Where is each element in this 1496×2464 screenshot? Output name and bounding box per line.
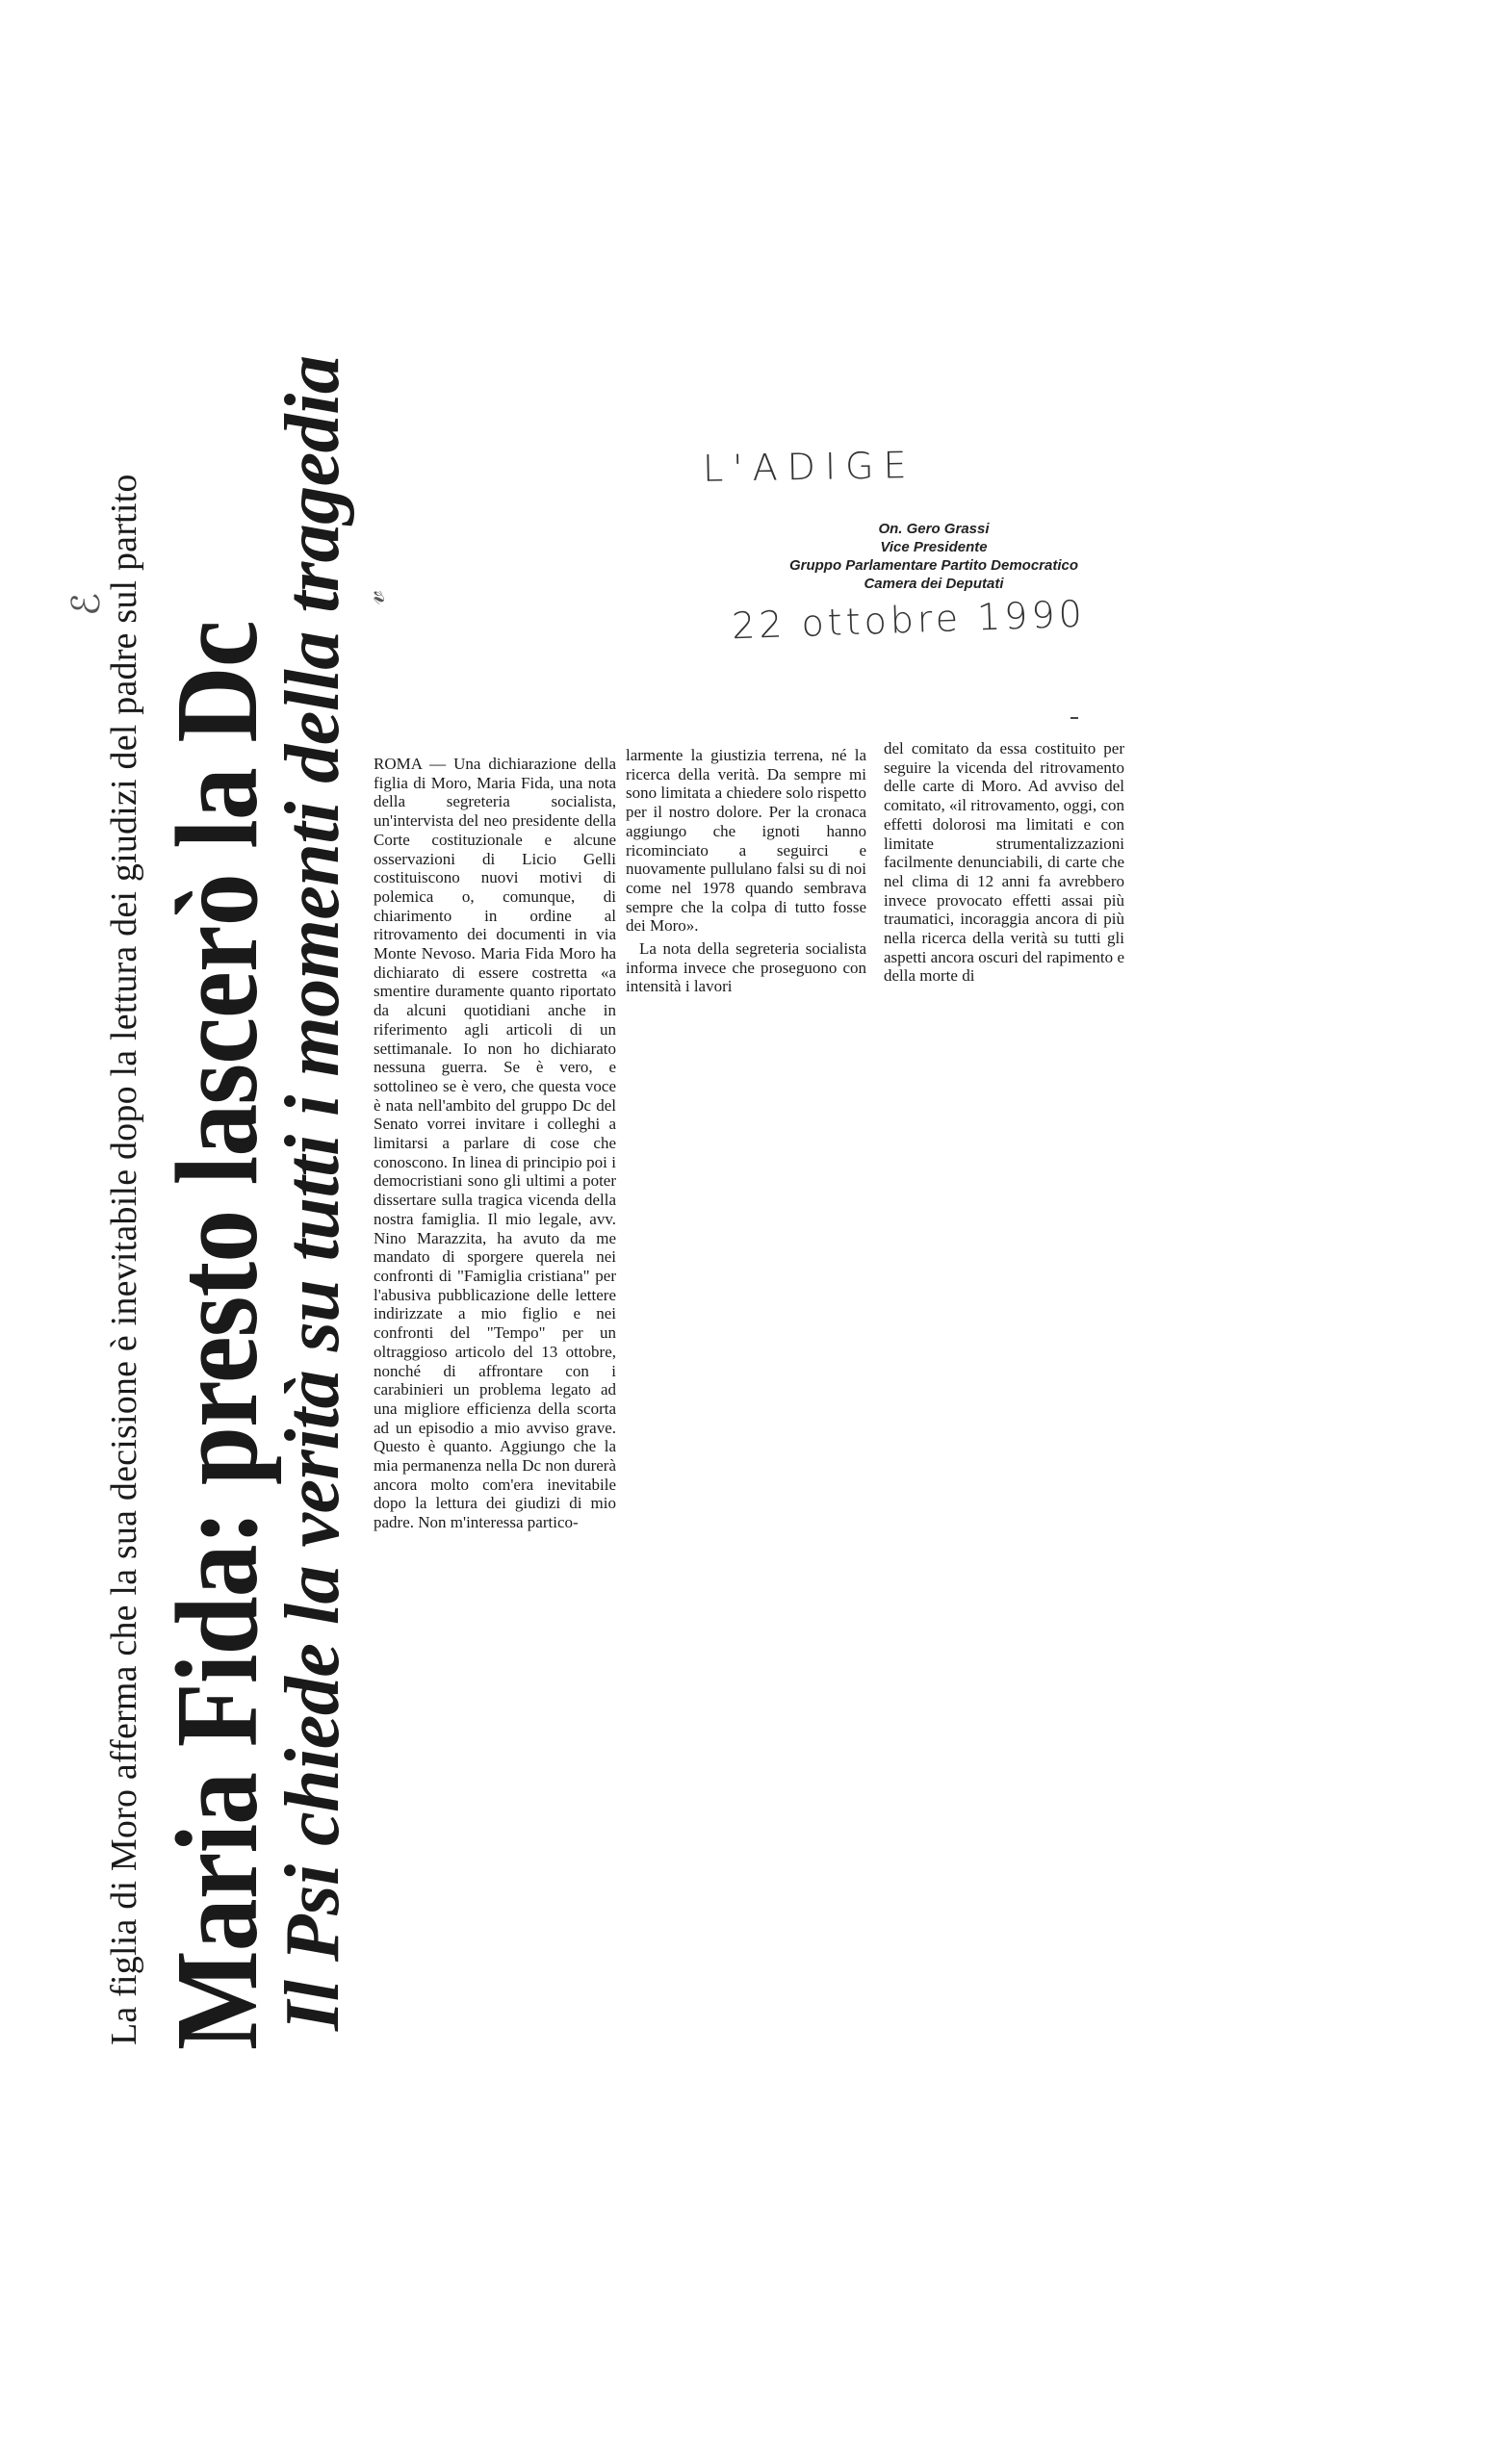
article-subheadline: Il Psi chiede la verità su tutti i momenti della tragedia	[271, 355, 355, 2031]
article-kicker: La figlia di Moro afferma che la sua decisione è inevitabile dopo la lettura dei giudizi del padre sul partito	[104, 474, 144, 2045]
article-column-3	[884, 739, 1124, 989]
deputy-stamp	[761, 520, 1107, 593]
stamp-group: Gruppo Parlamentare Partito Democratico	[788, 557, 1079, 574]
article-column-2	[626, 746, 866, 1000]
column-1-paragraph-1: ROMA — Una dichiarazione della figlia di Moro, Maria Fida, una nota della segreteria socialista, un'intervista del neo presidente della Corte costituzionale e alcune osservazioni di Licio Gelli costituiscono nuovi motivi di polemica o, comunque, di chiarimento in ordine al ritrovamento dei documenti in via Monte Nevoso. Maria Fida Moro ha dichiarato di essere costretta «a smentire duramente quanto riportato da alcuni quotidiani anche in riferimento agli articoli di un settimanale. Io non ho dichiarato nessuna guerra. Se è vero, e sottolineo se è vero, che questa voce è nata nell'ambito del gruppo Dc del Senato vorrei invitare i colleghi a limitarsi a parlare di cose che conoscono. In linea di principio poi i democristiani sono gli ultimi a poter dissertare sulla tragica vicenda della nostra famiglia. Il mio legale, avv. Nino Marazzita, ha avuto da me mandato di sporgere querela nei confronti di "Famiglia cristiana" per l'abusiva pubblicazione delle lettere indirizzate a mio figlio e nei confronti del "Tempo" per un oltraggioso articolo del 13 ottobre, nonché di affrontare con i carabinieri un problema legato ad una migliore efficienza della scorta ad un episodio a mio avviso grave. Questo è quanto. Aggiungo che la mia permanenza nella Dc non durerà ancora molto com'era inevitabile dopo la lettura dei giudizi di mio padre. Non m'interessa partico-	[374, 755, 616, 1532]
column-2-paragraph-1: larmente la giustizia terrena, né la ricerca della verità. Da sempre mi sono limitata a chiedere solo rispetto per il nostro dolore. Per la cronaca aggiungo che ignoti hanno ricominciato a seguirci e nuovamente pullulano falsi su di noi come nel 1978 quando sembrava sempre che la colpa di tutto fosse dei Moro».	[626, 746, 866, 936]
column-3-paragraph-1: del comitato da essa costituito per seguire la vicenda del ritrovamento delle carte di Moro. Ad avviso del comitato, «il ritrovamento, oggi, con effetti dolorosi ma limitati e con limitate strumentalizzazioni facilmente denunciabili, di carte che nel clima di 12 anni fa avrebbero invece provocato effetti assai più traumatici, incoraggia ancora di più nella ricerca della verità su tutti gli aspetti ancora oscuri del rapimento e della morte di	[884, 739, 1124, 986]
article-column-1	[374, 755, 616, 1536]
separator-dash	[1070, 717, 1078, 719]
stamp-name: On. Gero Grassi	[878, 521, 990, 537]
handwritten-mark-left: ℰ	[64, 592, 108, 616]
date-handwritten-note: 22 ottobre 1990	[731, 592, 1087, 648]
source-handwritten-note: L'ADIGE	[702, 444, 916, 490]
stamp-chamber: Camera dei Deputati	[864, 576, 1004, 592]
stamp-role: Vice Presidente	[880, 539, 988, 555]
handwritten-mark-right: 𝓋	[359, 590, 391, 604]
article-headline: Maria Fida: presto lascerò la Dc	[152, 621, 282, 2050]
column-2-paragraph-2: La nota della segreteria socialista informa invece che proseguono con intensità i lavori	[626, 939, 866, 996]
